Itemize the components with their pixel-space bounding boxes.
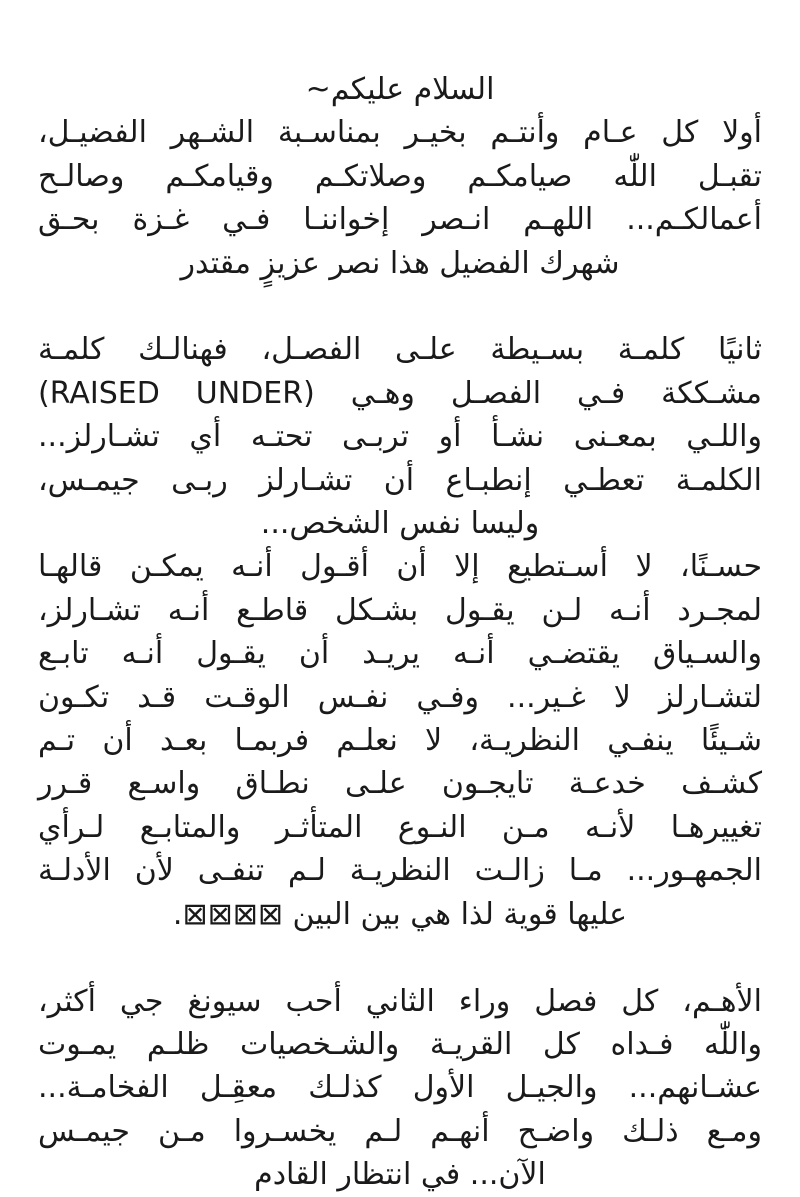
text-line: شهرك الفضيل هذا نصر عزيزٍ مقتدر [180, 245, 620, 281]
text-line: الجمهـور... مـا زالـت النظريـة لـم تنفـى لأن الأدلـة [38, 853, 762, 889]
text-line: مشـككة فـي الفصـل وهـي (RAISED UNDER) [38, 375, 762, 411]
paragraph-spacer [38, 285, 762, 328]
text-line: حسـنًا، لا أسـتطيع إلا أن أقـول أنـه يمكـن قالهـا [38, 549, 762, 585]
text-line: شـيئًا ينفـي النظريـة، لا نعلـم فربمـا بعـد أن تـم [38, 723, 762, 759]
text-line: أعمالكـم... اللهـم انـصر إخواننـا فـي غـزة بحـق [38, 202, 762, 238]
text-line: واللّٰه فـداه كل القريـة والشـخصيات ظلـم يمـوت [38, 1026, 762, 1062]
text-line: الآن... في انتظار القادم [254, 1157, 546, 1193]
text-line: تقبـل اللّٰه صيامكـم وصلاتكـم وقيامكـم وصالـح [38, 158, 762, 194]
text-line: عليها قوية لذا هي بين البين ⊠⊠⊠⊠. [172, 896, 628, 932]
paragraph-2 [38, 328, 762, 936]
text-line: والسـياق يقتضـي أنـه يريـد أن يقـول أنـه تابـع [38, 636, 762, 672]
text-line: ثانيًا كلمـة بسـيطة علـى الفصـل، فهنالـك كلمـة [38, 332, 762, 368]
text-line: الأهـم، كل فصل وراء الثاني أحب سيونغ جي أكثر، [38, 983, 762, 1019]
text-line: وليسا نفس الشخص... [260, 506, 540, 542]
text-line: الكلمـة تعطـي إنطبـاع أن تشـارلز ربـى جيمـس، [38, 462, 762, 498]
text-line: لتشـارلز لا غـير... وفـي نفـس الوقـت قـد تكـون [38, 679, 762, 715]
document-body [38, 68, 762, 1197]
text-line: واللـي بمعـنى نشـأ أو تربـى تحتـه أي تشـارلز... [38, 419, 762, 455]
text-line: عشـانهم... والجيـل الأول كذلـك معقِـل الفخامـة... [38, 1070, 762, 1106]
text-line: أولا كل عـام وأنتـم بخيـر بمناسـبة الشـهر الفضيـل، [38, 115, 762, 151]
text-line: تغييرهـا لأنـه مـن النـوع المتأثـر والمتابـع لـرأي [38, 809, 762, 845]
text-line: كشـف خدعـة تايجـون علـى نطـاق واسـع قـرر [38, 766, 762, 802]
text-line: لمجـرد أنـه لـن يقـول بشـكل قاطـع أنـه تشـارلز، [38, 592, 762, 628]
paragraph-1 [38, 111, 762, 285]
text-line: ومـع ذلـك واضـح أنهـم لـم يخسـروا مـن جيمـس [38, 1113, 762, 1149]
paragraph-3 [38, 980, 762, 1197]
greeting-line: السلام عليكم~ [305, 72, 495, 107]
paragraph-spacer [38, 936, 762, 979]
